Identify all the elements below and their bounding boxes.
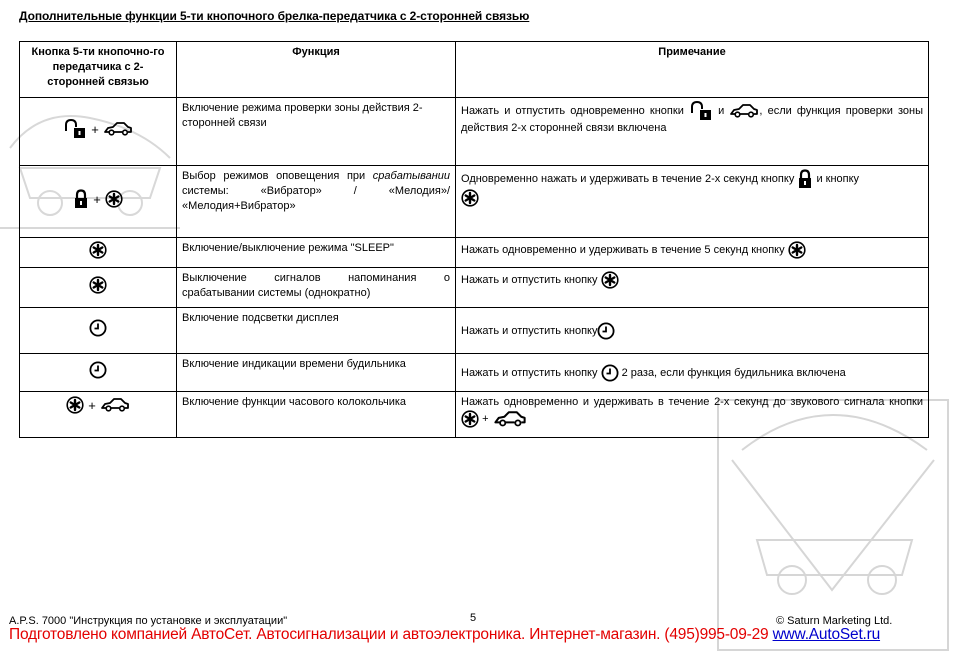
plus-sign: + — [88, 397, 96, 413]
clock-icon — [601, 364, 619, 382]
button-combo — [20, 308, 177, 354]
car-icon — [100, 397, 130, 413]
autoset-link[interactable]: www.AutoSet.ru — [772, 626, 881, 643]
footer-document-title: A.P.S. 7000 "Инструкция по установке и эксплуатации" — [9, 615, 288, 627]
note-cell: Нажать и отпустить одновременно кнопки и , если функция проверки зоны действия 2-х сторонней связи включена — [456, 98, 929, 166]
clock-icon — [89, 319, 107, 337]
function-cell: Включение режима проверки зоны действия 2-сторонней связи — [177, 98, 456, 166]
function-cell: Выключение сигналов напоминания о срабатывании системы (однократно) — [177, 268, 456, 308]
function-cell: Включение индикации времени будильника — [177, 354, 456, 392]
header-button: Кнопка 5-ти кнопочно-го передатчика с 2-сторонней связью — [20, 42, 177, 98]
button-combo — [20, 354, 177, 392]
note-cell: Нажать и отпустить кнопку 2 раза, если функция будильника включена — [456, 354, 929, 392]
car-icon — [103, 121, 133, 137]
car-icon — [492, 410, 528, 428]
footer-copyright: © Saturn Marketing Ltd. — [776, 615, 893, 627]
page-number: 5 — [470, 612, 477, 624]
function-cell: Включение/выключение режима "SLEEP" — [177, 238, 456, 268]
note-cell: Нажать и отпустить кнопку — [456, 308, 929, 354]
button-combo — [20, 166, 177, 238]
asterisk-button-icon — [461, 410, 479, 428]
car-icon — [729, 103, 759, 119]
note-cell: Нажать и отпустить кнопку — [456, 268, 929, 308]
promo-text: Подготовлено компанией АвтоСет. Автосигнализации и автоэлектроника. Интернет-магазин. (495)995-09-29 — [9, 626, 769, 643]
functions-table — [19, 41, 929, 438]
note-cell: Одновременно нажать и удерживать в течение 2-х секунд кнопку и кнопку — [456, 166, 929, 238]
table-row — [20, 354, 929, 392]
button-combo — [20, 392, 177, 438]
button-combo — [20, 98, 177, 166]
asterisk-button-icon — [461, 189, 479, 207]
note-cell: Нажать одновременно и удерживать в течение 5 секунд кнопку — [456, 238, 929, 268]
plus-sign: + — [91, 121, 99, 137]
button-combo — [20, 238, 177, 268]
asterisk-button-icon — [601, 271, 619, 289]
table-row — [20, 238, 929, 268]
asterisk-button-icon — [66, 396, 84, 414]
header-function: Функция — [177, 42, 456, 98]
lock-closed-icon — [73, 189, 89, 209]
note-cell: Нажать одновременно и удерживать в течение 2-х секунд до звукового сигнала кнопки + — [456, 392, 929, 438]
function-cell: Выбор режимов оповещения при срабатывании системы: «Вибратор» / «Мелодия»/ «Мелодия+Вибратор» — [177, 166, 456, 238]
asterisk-button-icon — [788, 241, 806, 259]
page-heading: Дополнительные функции 5-ти кнопочного брелка-передатчика с 2-сторонней связью — [19, 9, 530, 23]
header-note: Примечание — [456, 42, 929, 98]
button-combo — [20, 268, 177, 308]
asterisk-button-icon — [105, 190, 123, 208]
lock-open-icon — [63, 119, 87, 139]
asterisk-button-icon — [89, 241, 107, 259]
function-cell: Включение подсветки дисплея — [177, 308, 456, 354]
clock-icon — [597, 322, 615, 340]
lock-open-icon — [689, 101, 713, 121]
table-header-row — [20, 42, 929, 98]
plus-sign: + — [93, 191, 101, 207]
table-row — [20, 166, 929, 238]
function-cell: Включение функции часового колокольчика — [177, 392, 456, 438]
lock-closed-icon — [797, 169, 813, 189]
asterisk-button-icon — [89, 276, 107, 294]
table-row — [20, 392, 929, 438]
promo-banner — [9, 626, 880, 644]
table-row — [20, 268, 929, 308]
table-row — [20, 308, 929, 354]
table-row — [20, 98, 929, 166]
clock-icon — [89, 361, 107, 379]
